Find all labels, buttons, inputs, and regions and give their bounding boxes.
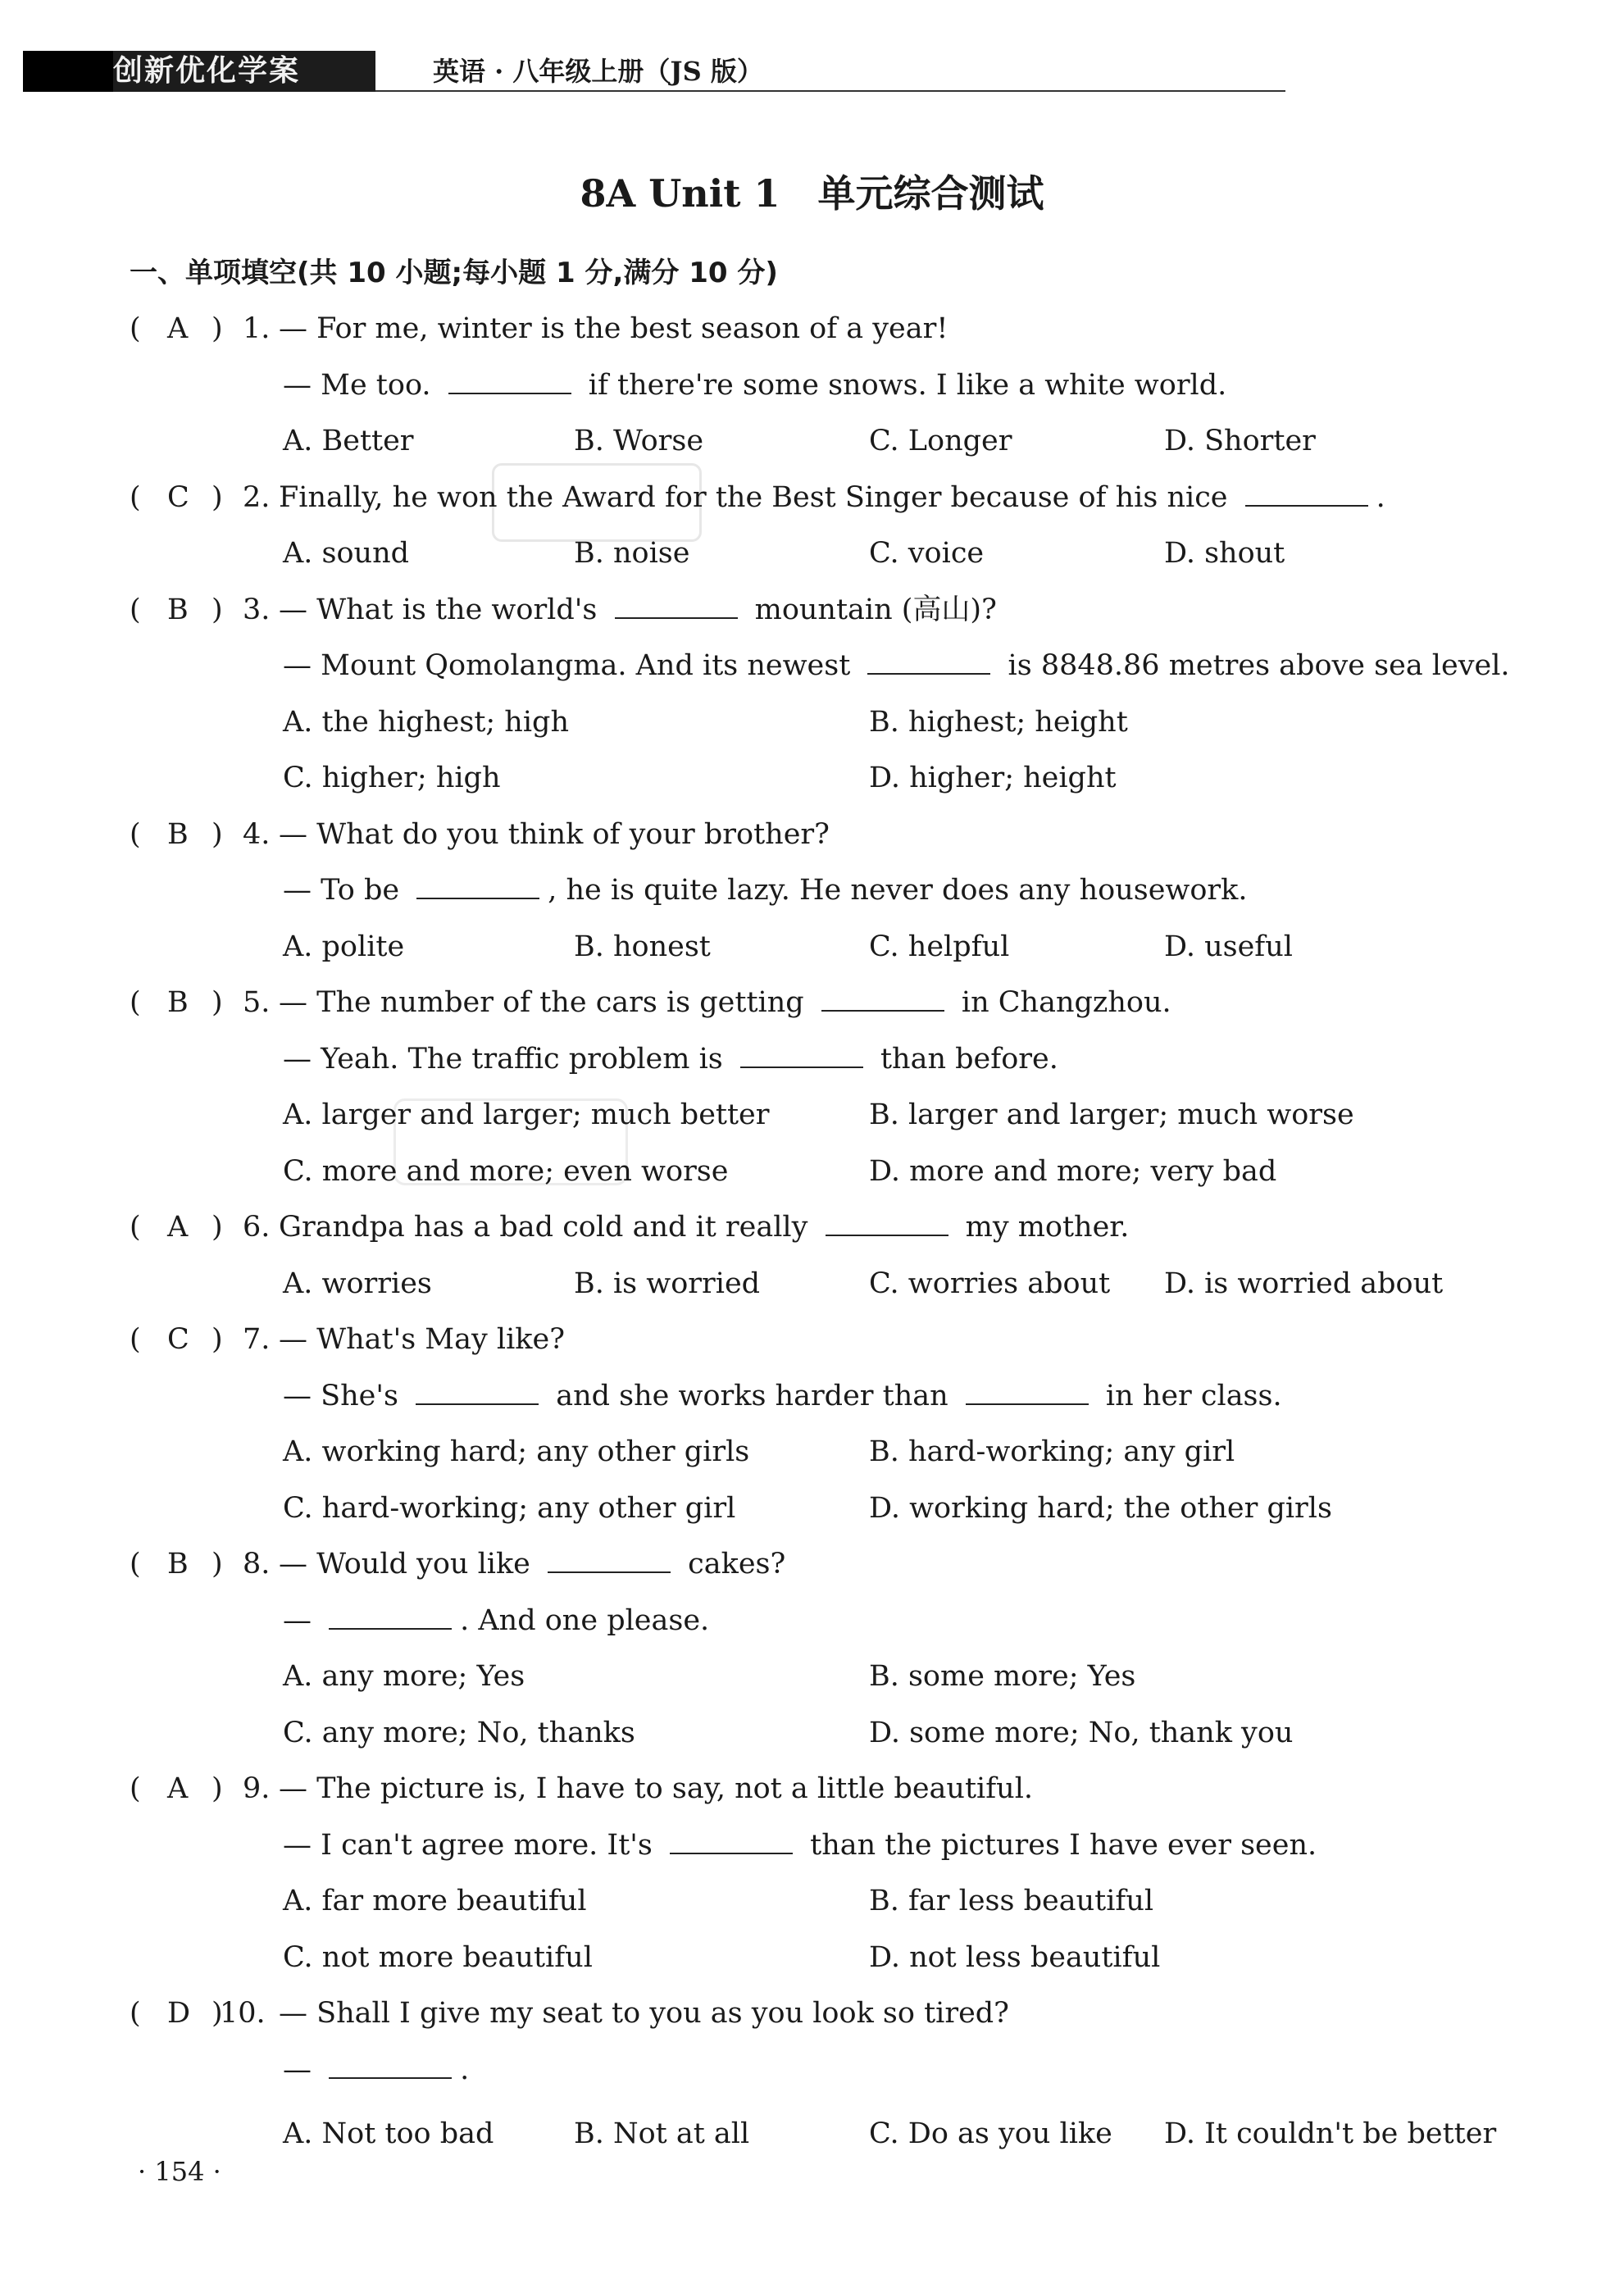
answer-letter: B xyxy=(167,593,189,626)
answer-letter: D xyxy=(167,1997,191,2030)
question-text: — Mount Qomolangma. And its newest is 8848.86 metres above sea level. xyxy=(283,649,1510,682)
option-choice: D. It couldn't be better xyxy=(1164,2117,1497,2150)
option-choice: D. is worried about xyxy=(1164,1267,1444,1300)
option-choice: B. hard-working; any girl xyxy=(869,1435,1235,1468)
question-text: — She's and she works harder than in her class. xyxy=(283,1379,1282,1412)
section-heading: 一、单项填空(共 10 小题;每小题 1 分,满分 10 分) xyxy=(130,257,778,289)
option-choice: D. working hard; the other girls xyxy=(869,1491,1332,1525)
answer-blank xyxy=(1245,480,1368,507)
option-choice: B. noise xyxy=(574,537,690,570)
question-number: 5. xyxy=(243,986,271,1019)
answer-letter: C xyxy=(167,480,189,514)
option-choice: D. more and more; very bad xyxy=(869,1154,1277,1188)
answer-letter: B xyxy=(167,1548,189,1580)
question-number: 3. xyxy=(243,593,271,626)
option-choice: D. not less beautiful xyxy=(869,1940,1161,1974)
answer-letter: B xyxy=(167,817,189,851)
option-choice: B. Not at all xyxy=(574,2117,750,2150)
option-choice: A. any more; Yes xyxy=(283,1660,525,1693)
option-choice: C. helpful xyxy=(869,930,1010,963)
question-text: — For me, winter is the best season of a year! xyxy=(279,312,948,345)
option-choice: C. any more; No, thanks xyxy=(283,1716,635,1749)
option-choice: B. larger and larger; much worse xyxy=(869,1098,1354,1131)
option-choice: C. Do as you like xyxy=(869,2117,1112,2150)
question-text: — Would you like cakes? xyxy=(279,1548,786,1580)
answer-letter: C xyxy=(167,1323,189,1356)
answer-blank xyxy=(670,1828,793,1854)
answer-blank xyxy=(548,1547,671,1573)
answer-blank xyxy=(416,1379,539,1405)
question-text: — I can't agree more. It's than the pictures I have ever seen. xyxy=(283,1828,1317,1862)
option-choice: C. Longer xyxy=(869,425,1012,457)
question-number: 9. xyxy=(243,1772,271,1805)
answer-letter: B xyxy=(167,986,189,1019)
answer-blank xyxy=(448,368,571,394)
answer-letter: A xyxy=(167,1772,189,1805)
question-number: 8. xyxy=(243,1548,271,1580)
question-text: — What is the world's mountain (高山)? xyxy=(279,593,997,626)
answer-blank xyxy=(615,593,738,619)
question-text: — Me too. if there're some snows. I like a white world. xyxy=(283,368,1227,402)
answer-letter: A xyxy=(167,312,189,345)
option-choice: D. shout xyxy=(1164,537,1285,570)
option-choice: A. Better xyxy=(283,425,414,457)
option-choice: B. honest xyxy=(574,930,711,963)
option-choice: D. Shorter xyxy=(1164,425,1316,457)
brand-block xyxy=(23,51,113,92)
answer-blank xyxy=(826,1210,948,1236)
answer-blank xyxy=(867,648,990,675)
option-choice: A. far more beautiful xyxy=(283,1885,587,1917)
answer-blank xyxy=(329,1603,452,1630)
brand-logo: 创新优化学案 xyxy=(23,51,375,92)
option-choice: A. sound xyxy=(283,537,410,570)
option-choice: D. higher; height xyxy=(869,762,1117,794)
header-divider xyxy=(375,90,1285,92)
answer-blank xyxy=(329,2053,452,2079)
question-number: 4. xyxy=(243,817,271,851)
option-choice: C. worries about xyxy=(869,1267,1111,1300)
question-text: — Shall I give my seat to you as you look so tired? xyxy=(279,1997,1009,2030)
option-choice: C. hard-working; any other girl xyxy=(283,1491,736,1525)
option-choice: B. some more; Yes xyxy=(869,1660,1136,1693)
option-choice: A. worries xyxy=(283,1267,432,1300)
answer-blank xyxy=(740,1042,863,1068)
question-text: — What do you think of your brother? xyxy=(279,817,830,851)
question-text: — What's May like? xyxy=(279,1323,565,1356)
option-choice: C. more and more; even worse xyxy=(283,1154,729,1188)
question-text: — The number of the cars is getting in Changzhou. xyxy=(279,986,1171,1019)
page-header xyxy=(23,51,1261,93)
option-choice: D. useful xyxy=(1164,930,1293,963)
option-choice: C. not more beautiful xyxy=(283,1940,593,1974)
subject-label: 英语 · 八年级上册（JS 版） xyxy=(433,56,763,87)
option-choice: B. far less beautiful xyxy=(869,1885,1154,1917)
question-number: 10. xyxy=(220,1997,266,2030)
option-choice: B. highest; height xyxy=(869,705,1128,739)
page-number: · 154 · xyxy=(138,2156,221,2187)
option-choice: A. Not too bad xyxy=(283,2117,494,2150)
option-choice: C. voice xyxy=(869,537,985,570)
page-title: 8A Unit 1 单元综合测试 xyxy=(580,171,1044,216)
option-choice: B. is worried xyxy=(574,1267,761,1300)
option-choice: D. some more; No, thank you xyxy=(869,1716,1294,1749)
question-text: — Yeah. The traffic problem is than before. xyxy=(283,1042,1058,1076)
question-text: — . And one please. xyxy=(283,1603,710,1637)
answer-letter: A xyxy=(167,1211,189,1244)
answer-blank xyxy=(821,985,944,1012)
question-number: 6. xyxy=(243,1211,271,1244)
option-choice: C. higher; high xyxy=(283,762,501,794)
option-choice: B. Worse xyxy=(574,425,704,457)
question-text: Finally, he won the Award for the Best Singer because of his nice . xyxy=(279,480,1385,514)
option-choice: A. polite xyxy=(283,930,405,963)
option-choice: A. larger and larger; much better xyxy=(283,1098,770,1131)
option-choice: A. working hard; any other girls xyxy=(283,1435,750,1468)
question-text: — The picture is, I have to say, not a little beautiful. xyxy=(279,1772,1034,1805)
question-text: — To be , he is quite lazy. He never does any housework. xyxy=(283,874,1248,907)
question-text: Grandpa has a bad cold and it really my mother. xyxy=(279,1211,1130,1244)
question-number: 7. xyxy=(243,1323,271,1356)
answer-blank xyxy=(416,873,539,899)
option-choice: A. the highest; high xyxy=(283,705,569,739)
answer-blank xyxy=(966,1379,1089,1405)
question-number: 1. xyxy=(243,312,271,345)
question-text: — . xyxy=(283,2053,470,2086)
question-number: 2. xyxy=(243,480,271,514)
